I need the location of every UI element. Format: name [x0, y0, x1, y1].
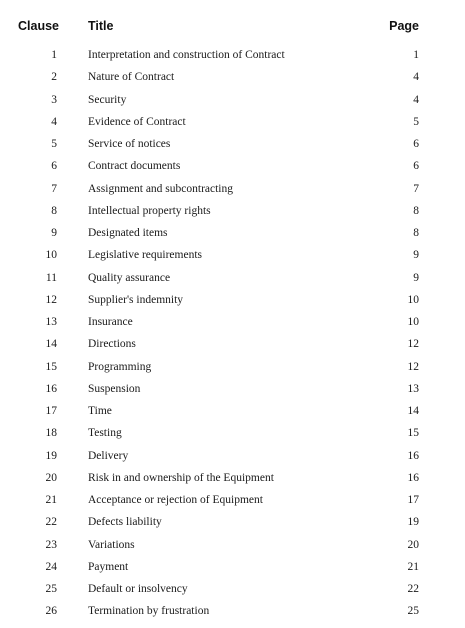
page-number: 4 — [413, 93, 419, 106]
page-number: 12 — [407, 360, 419, 373]
toc-row — [0, 405, 465, 427]
page-number: 9 — [413, 271, 419, 284]
clause-title: Intellectual property rights — [88, 204, 211, 217]
page-number: 9 — [413, 249, 419, 262]
toc-row — [0, 316, 465, 338]
toc-row — [0, 183, 465, 205]
page-number: 17 — [407, 494, 419, 506]
clause-title: Suspension — [88, 382, 141, 395]
page-number: 25 — [407, 605, 419, 618]
page-number: 10 — [407, 316, 419, 328]
clause-title: Directions — [88, 338, 136, 351]
page-number: 5 — [413, 115, 419, 128]
clause-number: 1 — [51, 49, 57, 61]
toc-row — [0, 427, 465, 449]
page-number: 19 — [407, 516, 419, 529]
clause-number: 6 — [51, 160, 57, 173]
clause-title: Programming — [88, 360, 152, 373]
toc-row — [0, 116, 465, 138]
toc-row — [0, 338, 465, 360]
page-number: 13 — [407, 382, 419, 395]
clause-number: 19 — [45, 449, 57, 462]
clause-title: Service of notices — [88, 138, 171, 150]
clause-number: 18 — [45, 427, 57, 440]
clause-number: 22 — [45, 516, 57, 529]
clause-title: Nature of Contract — [88, 71, 175, 84]
clause-title: Termination by frustration — [88, 605, 210, 618]
page-number: 6 — [413, 138, 419, 150]
clause-number: 21 — [45, 494, 57, 506]
clause-title: Supplier's indemnity — [88, 293, 184, 306]
clause-title: Interpretation and construction of Contract — [88, 49, 285, 61]
clause-title: Time — [88, 405, 112, 417]
clause-title: Security — [88, 93, 127, 106]
clause-title: Payment — [88, 560, 129, 573]
page-number: 15 — [407, 427, 419, 440]
clause-column-header: Clause — [18, 19, 59, 33]
toc-row — [0, 383, 465, 405]
page-number: 6 — [413, 160, 419, 173]
clause-number: 9 — [51, 227, 57, 239]
toc-row — [0, 49, 465, 71]
page-number: 22 — [407, 583, 419, 595]
toc-row — [0, 516, 465, 538]
clause-number: 25 — [45, 583, 57, 595]
toc-row — [0, 160, 465, 182]
clause-number: 7 — [51, 182, 57, 195]
toc-header — [0, 19, 465, 37]
clause-number: 2 — [51, 71, 57, 84]
page-number: 4 — [413, 71, 419, 84]
toc-row — [0, 272, 465, 294]
toc-row — [0, 605, 465, 627]
toc-row — [0, 294, 465, 316]
page-number: 7 — [413, 182, 419, 195]
toc-row — [0, 94, 465, 116]
page-number: 8 — [413, 227, 419, 239]
toc-row — [0, 205, 465, 227]
clause-number: 3 — [51, 93, 57, 106]
toc-row — [0, 450, 465, 472]
page-column-header: Page — [389, 19, 419, 33]
clause-title: Quality assurance — [88, 271, 171, 284]
page-number: 14 — [407, 405, 419, 417]
clause-number: 4 — [51, 115, 57, 128]
clause-title: Acceptance or rejection of Equipment — [88, 494, 263, 506]
clause-title: Insurance — [88, 316, 133, 328]
clause-number: 10 — [45, 249, 57, 262]
clause-title: Evidence of Contract — [88, 115, 186, 128]
title-column-header: Title — [88, 19, 114, 33]
clause-title: Risk in and ownership of the Equipment — [88, 471, 274, 484]
toc-row — [0, 472, 465, 494]
clause-number: 11 — [45, 271, 57, 284]
clause-title: Contract documents — [88, 160, 181, 173]
clause-number: 16 — [45, 382, 57, 395]
clause-number: 5 — [51, 138, 57, 150]
clause-number: 17 — [45, 405, 57, 417]
toc-row — [0, 583, 465, 605]
clause-number: 13 — [45, 316, 57, 328]
clause-title: Defects liability — [88, 516, 162, 529]
clause-number: 24 — [45, 560, 57, 573]
toc-row — [0, 138, 465, 160]
clause-number: 15 — [45, 360, 57, 373]
toc-row — [0, 494, 465, 516]
toc-row — [0, 227, 465, 249]
clause-title: Default or insolvency — [88, 583, 188, 595]
clause-title: Delivery — [88, 449, 129, 462]
clause-title: Designated items — [88, 227, 168, 239]
toc-row — [0, 249, 465, 271]
page-number: 12 — [407, 338, 419, 351]
clause-number: 26 — [45, 605, 57, 618]
clause-title: Legislative requirements — [88, 249, 203, 262]
page-number: 1 — [413, 49, 419, 61]
toc-row — [0, 71, 465, 93]
clause-title: Testing — [88, 427, 122, 440]
page-number: 16 — [407, 471, 419, 484]
clause-number: 14 — [45, 338, 57, 351]
toc-row — [0, 539, 465, 561]
page-number: 10 — [407, 293, 419, 306]
clause-number: 23 — [45, 538, 57, 551]
toc-row — [0, 561, 465, 583]
clause-title: Variations — [88, 538, 135, 551]
clause-title: Assignment and subcontracting — [88, 182, 234, 195]
page-number: 16 — [407, 449, 419, 462]
clause-number: 20 — [45, 471, 57, 484]
page-number: 20 — [407, 538, 419, 551]
page-number: 8 — [413, 204, 419, 217]
clause-number: 12 — [45, 293, 57, 306]
toc-rows — [0, 49, 465, 628]
toc-row — [0, 361, 465, 383]
clause-number: 8 — [51, 204, 57, 217]
page-number: 21 — [407, 560, 419, 573]
